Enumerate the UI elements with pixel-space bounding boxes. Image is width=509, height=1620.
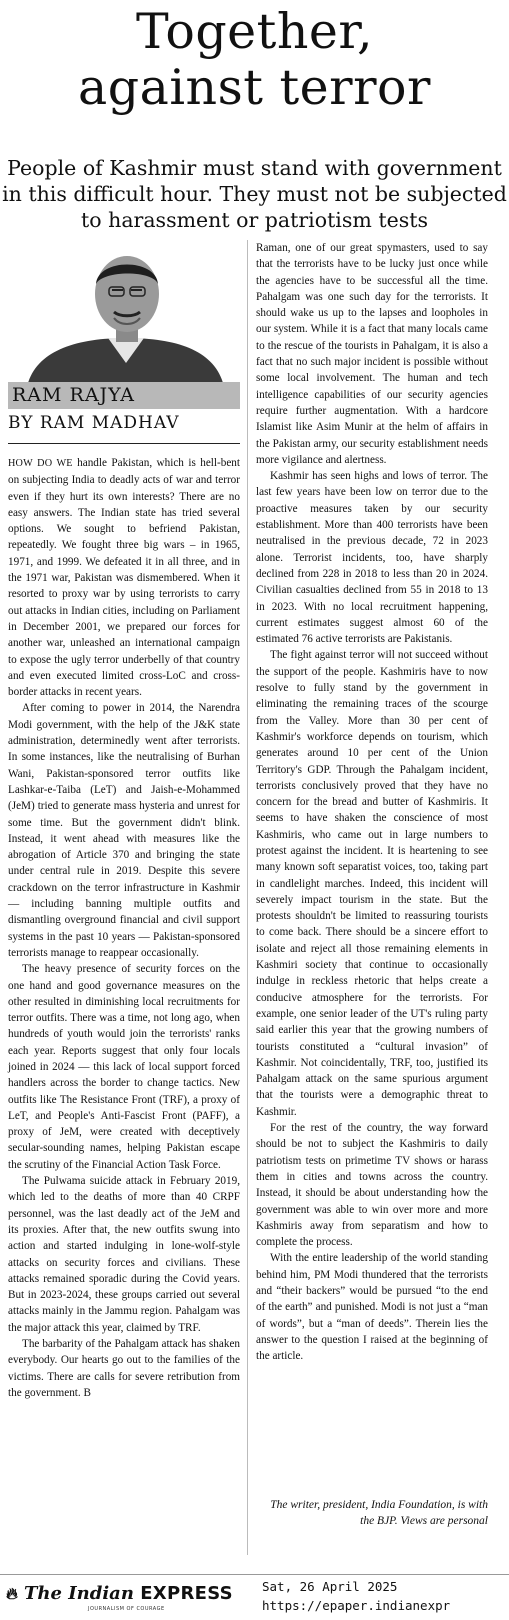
headline [0,4,509,116]
right-paragraph-1: Raman, one of our great spymasters, used to say that the terrorists have to be lucky just once while the agencies have to be successful all the time. Pahalgam was one such day for the terrorists. It should wake us up to the lapses and loopholes in our system. While it is a fact that many locals came to the rescue of the tourists in Pahalgam, it is also a fact that no such major incident is possible without some local involvement. The human and tech intelligence capabilities of our security agencies require further augmentation. With a hardcore Islamist like Asim Munir at the helm of affairs in the Pakistan army, our security establishment needs more vigilance and alertness. [256,242,488,466]
edition-meta [262,1577,507,1615]
byline: BY RAM MADHAV [8,413,180,433]
left-paragraph-5: The barbarity of the Pahalgam attack has shaken everybody. Our hearts go out to the families of the victims. There are calls for severe retribution from the government. B [8,1338,240,1399]
edition-date: Sat, 26 April 2025 [262,1579,398,1594]
masthead-logo [6,1583,233,1604]
left-column [8,455,240,1401]
lead-in: HOW DO WE [8,458,73,469]
author-portrait [8,238,240,383]
headline-line-2: against terror [78,59,431,116]
left-paragraph-3: The heavy presence of security forces on the one hand and good governance measures on the other resulted in diminishing local recruitments for terror outfits. There was a time, not long ago, when hundreds of youth would join the terrorists' ranks each year. Reports suggest that only four locals joined in 2024 — this lack of local support forced handlers across the border to change tactics. New outfits like The Resistance Front (TRF), a proxy of LeT, and People's Anti-Fascist Front (PAFF), a proxy of JeM, were created with deceptively secular-sounding names, helping Pakistan escape the scrutiny of the Financial Action Task Force. [8,963,240,1171]
right-paragraph-5: With the entire leadership of the world standing behind him, PM Modi thundered that the terrorists and “their backers” would be pursued “to the end of the earth” and punished. Modi is not just a “man of words”, but a “man of deeds”. Therein lies the answer to the question I raised at the beginning of the article. [256,1252,488,1363]
left-paragraph-2: After coming to power in 2014, the Narendra Modi government, with the help of the J&K state administration, determinedly went after terrorists. In some instances, like the neutralising of Burhan Wani, Pakistan-sponsored terror outfits like Lashkar-e-Taiba (LeT) and Jaish-e-Mohammed (JeM) tried to generate mass hysteria and unrest for some time. But the government didn't blink. Instead, it went ahead with measures like the abrogation of Article 370 and bringing the state under central rule in 2019. Despite this severe crackdown on the terror infrastructure in Kashmir — including banning multiple outfits and dismantling overground financial and civil support systems in the past 10 years — Pakistan-sponsored terrorists manage to reappear occasionally. [8,702,240,959]
author-footnote: The writer, president, India Foundation, is with the BJP. Views are personal [270,1499,488,1527]
column-name-band [8,382,240,409]
edition-url[interactable]: https://epaper.indianexpr [262,1598,451,1613]
column-divider [247,240,248,1555]
brand-main: EXPRESS [140,1583,233,1604]
brand-tagline: JOURNALISM OF COURAGE [88,1606,165,1612]
footer-bar [0,1574,509,1620]
right-paragraph-3: The fight against terror will not succeed without the support of the people. Kashmiris have to now resolve to fully stand by the government in eliminating the remaining traces of the scourge from the Valley. More than 30 per cent of Kashmir's workforce depends on tourism, which generates around 10 per cent of the Union Territory's GDP. Through the Pahalgam incident, terrorists conclusively proved that they have no concern for the bread and butter of Kashmiris. It seems to have shaken the conscience of most Kashmiris, who came out in large numbers to protest against the incident. It is heartening to see many known soft separatist voices, too, taking part in candlelight marches. Indeed, this incident will severely impact tourism in the state. But the protests shouldn't be limited to reassuring tourists to come back. There should be a sincere effort to isolate and reject all those remaining elements in Kashmiri society that continue to occasionally indulge in reckless rhetoric that helps create a conducive atmosphere for the terrorists. For example, one senior leader of the UT's ruling party said earlier this year that the growing numbers of tourists constituted a “cultural invasion” of Kashmir. Not coincidentally, TRF, too, justified its Pahalgam attack on the same spurious argument that the tourists were a demographic threat to Kashmir. [256,649,488,1118]
column-name: RAM RAJYA [12,384,135,406]
express-flame-icon: 🔥︎ [6,1584,18,1603]
right-paragraph-4: For the rest of the country, the way forward should be not to subject the Kashmiris to daily patriotism tests on primetime TV shows or harass them in cities and towns across the country. Instead, it should be about understanding how the government was able to win over more and more Kashmiris away from separatism and how to complete the process. [256,1122,488,1249]
left-paragraph-4: The Pulwama suicide attack in February 2019, which led to the deaths of more than 40 CRPF personnel, was the last deadly act of the JeM and its proxies. After that, the new outfits swung into action and started indulging in lone-wolf-style attacks on security forces and civilians. These attacks remained sporadic during the Covid years. But in 2023-2024, these groups carried out several attacks mainly in the Jammu region. Pahalgam was the major attack this year, claimed by TRF. [8,1175,240,1334]
left-paragraph-1: HOW DO WE handle Pakistan, which is hell-bent on subjecting India to deadly acts of war and terror even if they hurt its own interests? There are no easy answers. The Indian state has tried several options. We sought to befriend Pakistan, repeatedly. We fought three big wars – in 1965, 1971, and 1999. We defeated it in all three, and in the 1971 war, Pakistan was dismembered. When it resorted to proxy war by using terrorists to carry out attacks in Indian cities, including on Parliament in December 2001, we prepared our forces for another war, unleashed an international campaign to expose the ugly terror underbelly of that country and even executed limited cross-LoC and cross-border attacks in recent years. [8,457,240,699]
right-paragraph-2: Kashmir has seen highs and lows of terror. The last few years have been low on terror due to the proactive measures taken by our security establishment. More than 400 terrorists have been neutralised in the previous decade, 72 in 2023 alone. Terrorist incidents, too, have sharply declined from 228 in 2018 to less than 20 in 2024. Civilian casualties declined from 55 in 2018 to 13 in 2023. With no local recruitment happening, current estimates suggest almost 60 of the estimated 76 active terrorists are Pakistanis. [256,470,488,646]
headline-line-1: Together, [135,3,374,60]
byline-rule [8,443,240,444]
right-column [256,240,488,1364]
brand-prefix: The Indian [24,1583,134,1604]
standfirst: People of Kashmir must stand with government in this difficult hour. They must not be subjected to harassment or patriotism tests [2,156,507,232]
